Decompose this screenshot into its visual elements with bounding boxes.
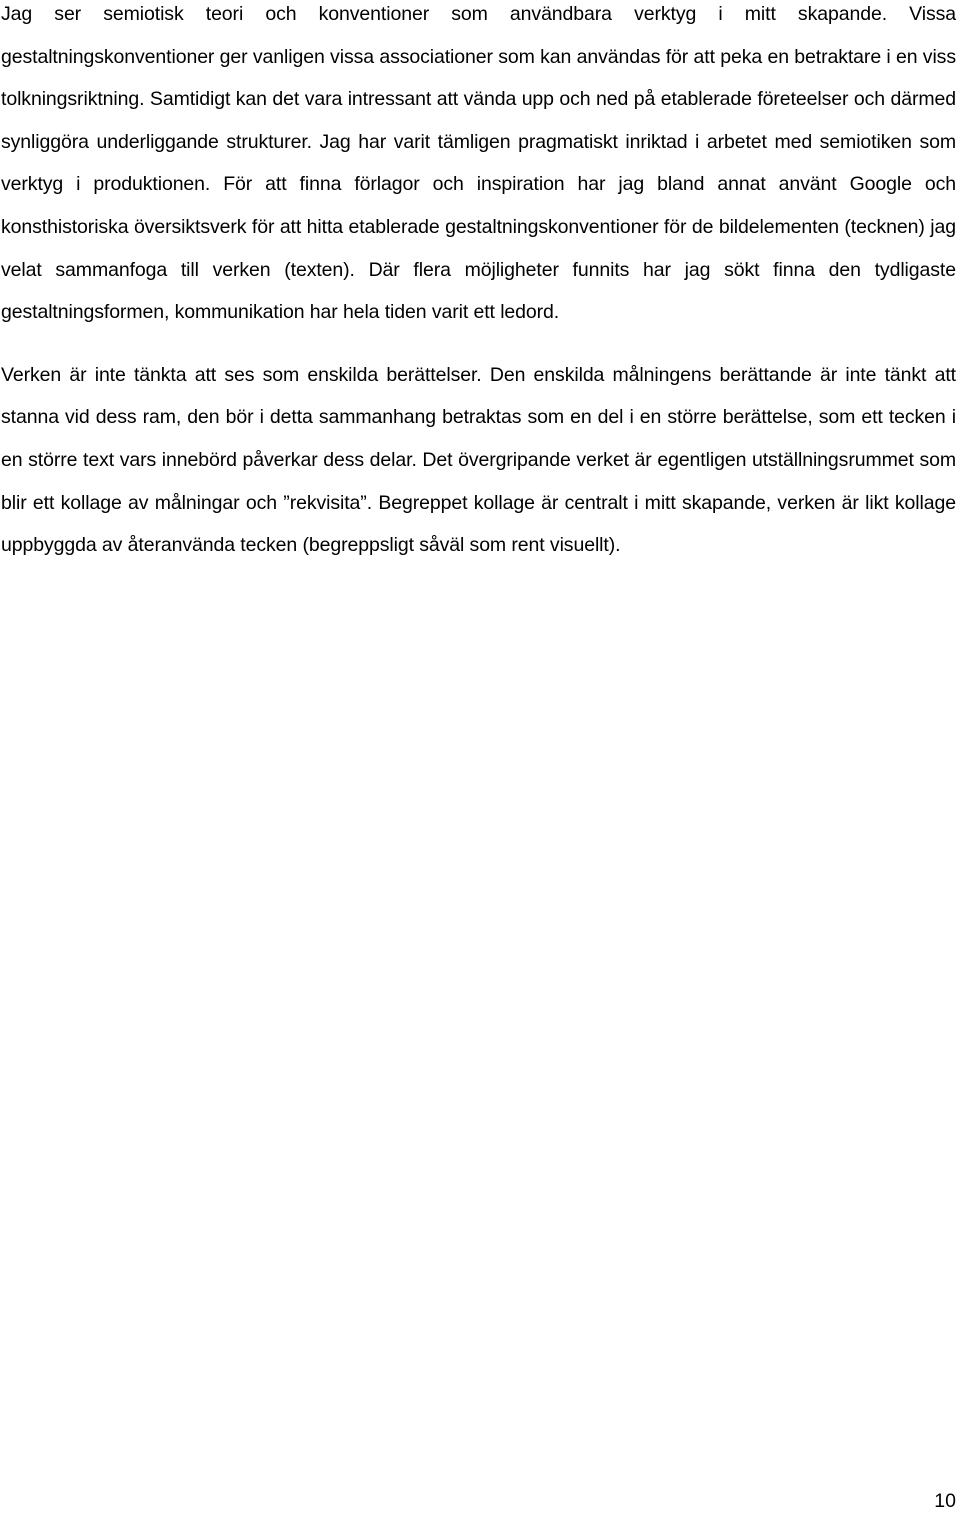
body-text [1,0,956,567]
paragraph-collage: Verken är inte tänkta att ses som enskilda berättelser. Den enskilda målningens berättande är inte tänkt att stanna vid dess ram, den bör i detta sammanhang betraktas som en del i en större berättelse, som ett tecken i en större text vars innebörd påverkar dess delar. Det övergripande verket är egentligen utställningsrummet som blir ett kollage av målningar och ”rekvisita”. Begreppet kollage är centralt i mitt skapande, verken är likt kollage uppbyggda av återanvända tecken (begreppsligt såväl som rent visuellt). [1,363,956,557]
paragraph-semiotics: Jag ser semiotisk teori och konventioner som användbara verktyg i mitt skapande. Vissa gestaltningskonventioner ger vanligen vissa associationer som kan användas för att peka en betraktare i en viss tolkningsriktning. Samtidigt kan det vara intressant att vända upp och ned på etablerade företeelser och därmed synliggöra underliggande strukturer. Jag har varit tämligen pragmatiskt inriktad i arbetet med semiotiken som verktyg i produktionen. För att finna förlagor och inspiration har jag bland annat använt Google och konsthistoriska översiktsverk för att hitta etablerade gestaltningskonventioner för de bildelementen (tecknen) jag velat sammanfoga till verken (texten). Där flera möjligheter funnits har jag sökt finna den tydligaste gestaltningsformen, kommunikation har hela tiden varit ett ledord. [1,3,956,324]
page-number: 10 [934,1490,956,1512]
